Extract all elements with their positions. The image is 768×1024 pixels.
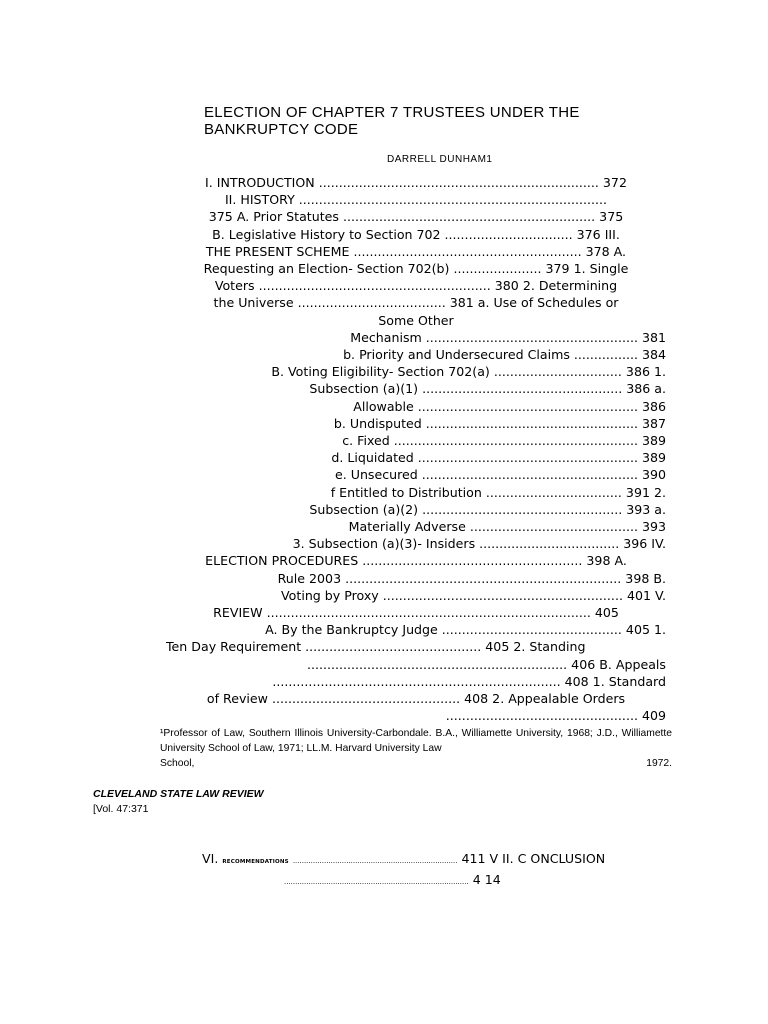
footnote-last-line <box>160 756 672 771</box>
author-footnote <box>160 726 672 771</box>
toc-continued-heading: RECOMMENDATIONS <box>222 859 289 865</box>
toc-line: the Universe ..................................... 381 a. Use of Schedules or <box>213 295 619 311</box>
toc-continued-line-1 <box>202 850 642 871</box>
toc-line: I. INTRODUCTION ...................................................................... 372 <box>205 175 627 190</box>
toc-line: Voters .......................................................... 380 2. Determining <box>214 278 618 294</box>
toc-line: Allowable ....................................................... 386 <box>353 398 666 414</box>
toc-line: d. Liquidated ....................................................... 389 <box>331 450 666 466</box>
toc-line: of Review ............................................... 408 2. Appealable Orders <box>206 691 626 707</box>
toc-continued-line-2 <box>202 871 642 891</box>
toc-line: II. HISTORY ............................................................................. <box>224 192 608 208</box>
footnote-body: ¹Professor of Law, Southern Illinois University-Carbondale. B.A., Williamette University, 1968; J.D., Williamette University School of Law, 1971; LL.M. Harvard University Law <box>160 728 672 754</box>
volume-reference: [Vol. 47:371 <box>93 803 149 815</box>
toc-line: THE PRESENT SCHEME ......................................................... 378 A. <box>205 243 627 259</box>
toc-line: REVIEW ................................................................................. 405 <box>213 605 619 621</box>
author-name: DARRELL DUNHAM1 <box>387 154 493 165</box>
toc-line: ........................................................................ 408 1. Standard <box>272 673 666 689</box>
toc-line: Requesting an Election- Section 702(b) ...................... 379 1. Single <box>203 261 629 277</box>
toc-line: Rule 2003 ..................................................................... 398 B. <box>277 570 666 586</box>
journal-name: CLEVELAND STATE LAW REVIEW <box>93 788 264 800</box>
toc-line: 375 A. Prior Statutes ............................................................... 375 <box>208 209 624 225</box>
title-line-1: ELECTION OF CHAPTER 7 TRUSTEES UNDER THE <box>204 104 580 121</box>
toc-line: B. Voting Eligibility- Section 702(a) ................................ 386 1. <box>271 364 666 380</box>
toc-line: Ten Day Requirement ............................................ 405 2. Standing <box>166 639 586 655</box>
toc-line: Subsection (a)(1) .................................................. 386 a. <box>309 381 666 397</box>
toc-line: f Entitled to Distribution .................................. 391 2. <box>330 484 666 500</box>
toc-line: b. Undisputed ..................................................... 387 <box>333 415 666 431</box>
toc-line: Materially Adverse .......................................... 393 <box>348 519 666 535</box>
toc-line: b. Priority and Undersecured Claims ................ 384 <box>343 347 666 363</box>
toc-continued-leader-2: ................................................................................... <box>284 878 469 886</box>
toc-line: Voting by Proxy ............................................................ 401 V. <box>281 587 666 603</box>
title-line-2: BANKRUPTCY CODE <box>204 121 359 138</box>
toc-line: Mechanism ..................................................... 381 <box>350 329 666 345</box>
table-of-contents <box>166 174 666 725</box>
toc-continued-leader: .......................................................................... <box>292 857 458 865</box>
toc-continued-suffix: 411 V II. C ONCLUSION <box>461 851 606 866</box>
toc-line: ELECTION PROCEDURES ....................................................... 398 A. <box>205 553 627 569</box>
toc-line: Some Other <box>378 312 454 328</box>
toc-line: ................................................................. 406 B. Appeals <box>306 656 666 672</box>
toc-line: c. Fixed ............................................................. 389 <box>342 433 666 449</box>
toc-line: e. Unsecured ...................................................... 390 <box>334 467 666 483</box>
toc-continued-prefix: VI. <box>202 851 219 866</box>
toc-line: ................................................ 409 <box>445 708 666 724</box>
toc-line: Subsection (a)(2) .................................................. 393 a. <box>309 501 666 517</box>
toc-continued-page: 4 14 <box>472 872 501 887</box>
article-title <box>204 104 624 138</box>
footnote-last-right: 1972. <box>646 758 672 769</box>
toc-line: A. By the Bankruptcy Judge ............................................. 405 1. <box>265 622 666 638</box>
toc-line: B. Legislative History to Section 702 ................................ 376 III. <box>212 226 620 242</box>
toc-line: 3. Subsection (a)(3)- Insiders ................................... 396 IV. <box>292 536 666 552</box>
table-of-contents-continued <box>202 850 642 891</box>
footnote-last-left: School, <box>160 758 195 769</box>
